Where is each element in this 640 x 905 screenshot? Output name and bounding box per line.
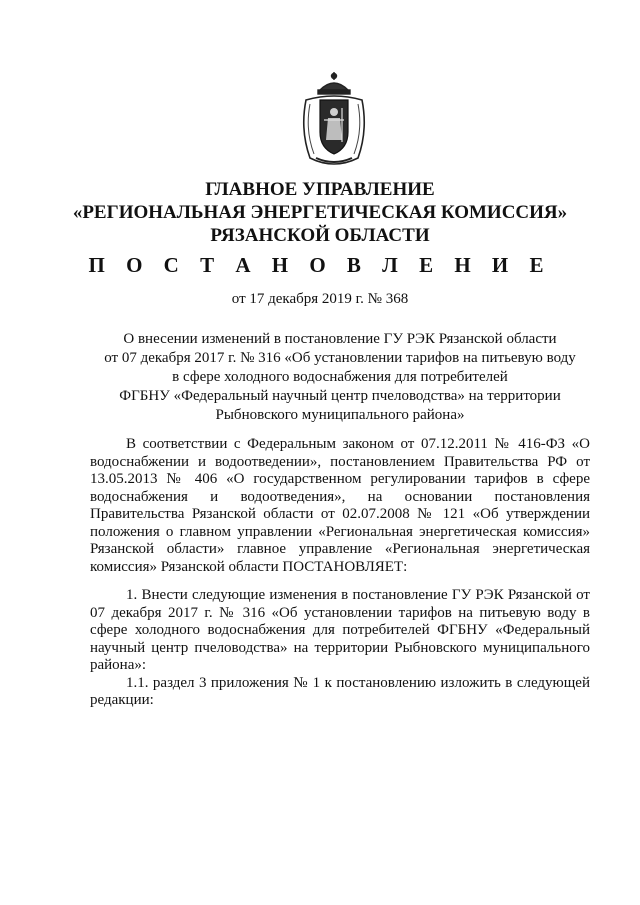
preamble-block — [90, 436, 590, 576]
subject-line: ФГБНУ «Федеральный научный центр пчеловодства» на территории — [119, 388, 561, 404]
coat-of-arms-emblem — [296, 70, 372, 170]
subject-line: Рыбновского муниципального района» — [215, 407, 465, 423]
item-1-paragraph: 1. Внести следующие изменения в постановление ГУ РЭК Рязанской от 07 декабря 2017 г. № 316 «Об установлении тарифов на питьевую воду в сфере холодного водоснабжения для потребителей ФГБНУ «Федеральный научный центр пчеловодства» на территории Рыбновского муниципального района»: — [90, 587, 590, 673]
resolution-items — [90, 587, 590, 710]
preamble-paragraph: В соответствии с Федеральным законом от 07.12.2011 № 416-ФЗ «О водоснабжении и водоотведении», постановлением Правительства РФ от 13.05.2013 № 406 «О государственном регулировании тарифов в сфере водоснабжения и водоотведения», на основании постановления Правительства Рязанской области от 02.07.2008 № 121 «Об утверждении положения о главном управлении «Региональная энергетическая комиссия» Рязанской области» главное управление «Региональная энергетическая комиссия» Рязанской области ПОСТАНОВЛЯЕТ: — [90, 436, 590, 575]
subject-line: от 07 декабря 2017 г. № 316 «Об установлении тарифов на питьевую воду — [104, 350, 576, 366]
subject-line: О внесении изменений в постановление ГУ РЭК Рязанской области — [123, 331, 557, 347]
issuer-header — [0, 178, 640, 247]
header-line-2: «РЕГИОНАЛЬНАЯ ЭНЕРГЕТИЧЕСКАЯ КОМИССИЯ» — [72, 202, 568, 223]
header-line-3: РЯЗАНСКОЙ ОБЛАСТИ — [210, 225, 430, 246]
document-subject — [90, 330, 590, 425]
date-and-number: от 17 декабря 2019 г. № 368 — [231, 291, 409, 307]
document-type-title: П О С Т А Н О В Л Е Н И Е — [88, 253, 552, 277]
header-line-1: ГЛАВНОЕ УПРАВЛЕНИЕ — [205, 179, 435, 200]
subject-line: в сфере холодного водоснабжения для потребителей — [172, 369, 508, 385]
item-1-1-paragraph: 1.1. раздел 3 приложения № 1 к постановлению изложить в следующей редакции: — [90, 674, 590, 708]
